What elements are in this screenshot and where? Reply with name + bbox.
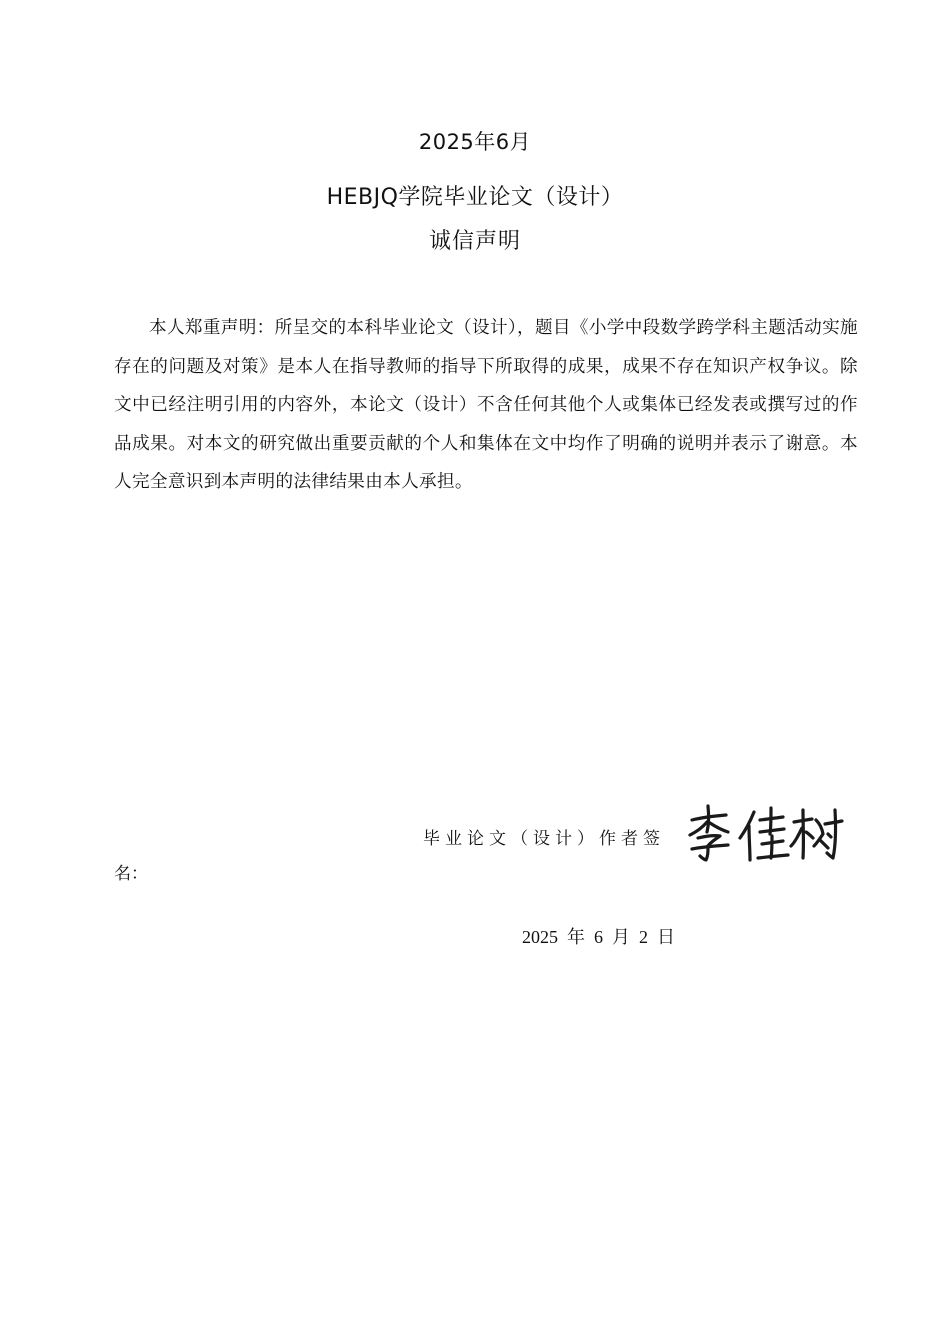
handwritten-signature xyxy=(670,798,850,868)
declaration-paragraph: 本人郑重声明：所呈交的本科毕业论文（设计），题目《小学中段数学跨学科主题活动实施存在的问题及对策》是本人在指导教师的指导下所取得的成果，成果不存在知识产权争议。除文中已经注明引用的内容外，本论文（设计）不含任何其他个人或集体已经发表或撰写过的作品成果。对本文的研究做出重要贡献的个人和集体在文中均作了明确的说明并表示了谢意。本人完全意识到本声明的法律结果由本人承担。 xyxy=(114,318,858,492)
sign-date xyxy=(522,923,675,949)
sign-date-year: 2025 xyxy=(522,927,558,947)
sign-date-day: 2 xyxy=(639,927,648,947)
sign-date-day-unit: 日 xyxy=(657,927,675,947)
sign-date-month: 6 xyxy=(594,927,603,947)
document-subtitle: 诚信声明 xyxy=(428,229,521,254)
document-title: HEBJQ学院毕业论文（设计） xyxy=(326,185,624,210)
header-date: 2025年6月 xyxy=(418,130,532,154)
sign-date-month-unit: 月 xyxy=(612,927,630,947)
signature-label-continued: 名： xyxy=(114,864,148,884)
signature-label: 毕业论文（设计）作者签 xyxy=(423,829,665,849)
sign-date-year-unit: 年 xyxy=(567,927,585,947)
